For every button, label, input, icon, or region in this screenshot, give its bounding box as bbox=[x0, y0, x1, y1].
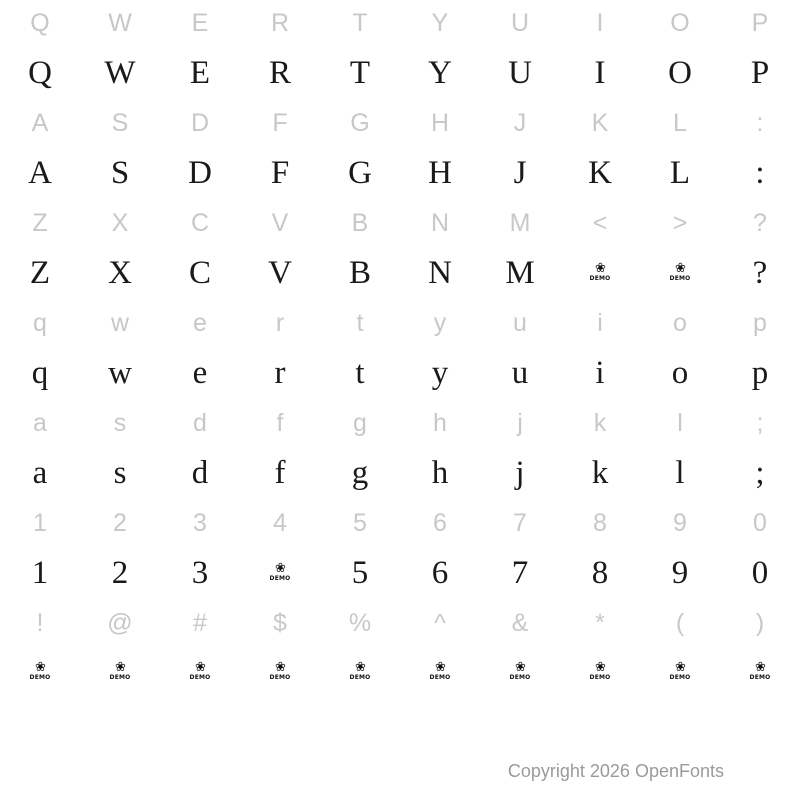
key-label: l bbox=[677, 409, 683, 437]
glyph-sample: S bbox=[110, 155, 130, 191]
demo-watermark-icon bbox=[110, 642, 131, 700]
glyph-cell bbox=[480, 400, 560, 500]
demo-label: DEMO bbox=[749, 673, 771, 681]
glyph-cell bbox=[80, 100, 160, 200]
key-label: A bbox=[31, 109, 49, 137]
glyph-sample: 1 bbox=[31, 555, 49, 591]
glyph-cell bbox=[320, 500, 400, 600]
demo-ornament-icon: ❀ bbox=[755, 659, 765, 675]
glyph-cell bbox=[320, 0, 400, 100]
key-label: e bbox=[193, 309, 207, 337]
key-label: C bbox=[190, 209, 210, 237]
glyph-cell bbox=[480, 600, 560, 700]
glyph-sample: M bbox=[505, 255, 535, 291]
key-label: : bbox=[756, 109, 764, 137]
glyph-cell bbox=[80, 500, 160, 600]
glyph-sample: 6 bbox=[431, 555, 449, 591]
glyph-sample: k bbox=[591, 455, 609, 491]
key-label: R bbox=[270, 9, 290, 37]
glyph-cell bbox=[160, 400, 240, 500]
key-label: O bbox=[670, 9, 690, 37]
glyph-sample: N bbox=[428, 255, 452, 291]
key-label: ( bbox=[675, 609, 685, 637]
key-label: 3 bbox=[193, 509, 207, 537]
demo-ornament-icon: ❀ bbox=[435, 659, 445, 675]
glyph-sample: C bbox=[188, 255, 211, 291]
glyph-cell bbox=[320, 600, 400, 700]
glyph-cell bbox=[640, 300, 720, 400]
glyph-cell bbox=[0, 600, 80, 700]
key-label: E bbox=[191, 9, 209, 37]
copyright-notice: Copyright 2026 OpenFonts bbox=[507, 761, 724, 781]
demo-label: DEMO bbox=[429, 673, 451, 681]
glyph-cell bbox=[400, 0, 480, 100]
key-label: j bbox=[517, 409, 523, 437]
key-label: ) bbox=[755, 609, 765, 637]
demo-ornament-icon: ❀ bbox=[275, 560, 285, 576]
glyph-sample: K bbox=[588, 155, 612, 191]
glyph-sample: p bbox=[751, 355, 769, 391]
key-label: o bbox=[673, 309, 687, 337]
glyph-cell bbox=[640, 100, 720, 200]
demo-watermark-icon bbox=[190, 642, 211, 700]
demo-label: DEMO bbox=[269, 673, 291, 681]
glyph-cell bbox=[400, 600, 480, 700]
glyph-sample: Z bbox=[29, 255, 51, 291]
key-label: 6 bbox=[433, 509, 447, 537]
glyph-sample: q bbox=[31, 355, 49, 391]
glyph-cell bbox=[720, 500, 800, 600]
glyph-sample: D bbox=[188, 155, 212, 191]
glyph-sample: g bbox=[351, 455, 369, 491]
glyph-cell bbox=[400, 400, 480, 500]
demo-ornament-icon: ❀ bbox=[115, 659, 125, 675]
demo-ornament-icon: ❀ bbox=[595, 659, 605, 675]
key-label: 0 bbox=[753, 509, 767, 537]
glyph-sample: y bbox=[431, 355, 449, 391]
demo-label: DEMO bbox=[509, 673, 531, 681]
key-label: p bbox=[753, 309, 767, 337]
demo-watermark-icon bbox=[270, 642, 291, 700]
glyph-cell bbox=[720, 600, 800, 700]
glyph-cell bbox=[160, 500, 240, 600]
demo-watermark-icon bbox=[430, 642, 451, 700]
key-label: * bbox=[595, 609, 605, 637]
glyph-sample: G bbox=[348, 155, 372, 191]
demo-watermark-icon bbox=[590, 244, 611, 300]
glyph-sample: E bbox=[189, 55, 211, 91]
demo-label: DEMO bbox=[669, 274, 691, 282]
glyph-sample: e bbox=[192, 355, 208, 391]
glyph-cell bbox=[160, 200, 240, 300]
key-label: 8 bbox=[593, 509, 607, 537]
glyph-cell bbox=[320, 200, 400, 300]
key-label: P bbox=[751, 9, 769, 37]
glyph-sample: i bbox=[595, 355, 605, 391]
glyph-cell bbox=[400, 300, 480, 400]
key-label: 4 bbox=[273, 509, 287, 537]
key-label: f bbox=[276, 409, 284, 437]
glyph-sample: : bbox=[755, 155, 765, 191]
glyph-sample: W bbox=[104, 55, 136, 91]
glyph-sample: h bbox=[431, 455, 449, 491]
glyph-sample: P bbox=[750, 55, 770, 91]
key-label: W bbox=[108, 9, 132, 37]
glyph-sample: 0 bbox=[751, 555, 769, 591]
key-label: w bbox=[110, 309, 130, 337]
key-label: 9 bbox=[673, 509, 687, 537]
key-label: G bbox=[350, 109, 370, 137]
demo-watermark-icon bbox=[670, 642, 691, 700]
glyph-cell bbox=[560, 400, 640, 500]
glyph-sample: Q bbox=[28, 55, 52, 91]
key-label: 7 bbox=[513, 509, 527, 537]
glyph-sample: X bbox=[108, 255, 132, 291]
key-label: i bbox=[597, 309, 603, 337]
glyph-sample: U bbox=[508, 55, 532, 91]
glyph-cell bbox=[560, 300, 640, 400]
glyph-sample: t bbox=[355, 355, 365, 391]
key-label: $ bbox=[273, 609, 287, 637]
key-label: M bbox=[509, 209, 531, 237]
demo-watermark-icon bbox=[750, 642, 771, 700]
key-label: a bbox=[33, 409, 47, 437]
key-label: J bbox=[513, 109, 527, 137]
glyph-sample: j bbox=[515, 455, 525, 491]
glyph-sample: 5 bbox=[351, 555, 369, 591]
glyph-cell bbox=[240, 0, 320, 100]
glyph-cell bbox=[560, 0, 640, 100]
key-label: 5 bbox=[353, 509, 367, 537]
key-label: V bbox=[271, 209, 289, 237]
key-label: > bbox=[672, 209, 688, 237]
key-label: X bbox=[111, 209, 129, 237]
demo-watermark-icon bbox=[510, 642, 531, 700]
glyph-sample: 9 bbox=[671, 555, 689, 591]
glyph-cell bbox=[560, 600, 640, 700]
demo-label: DEMO bbox=[189, 673, 211, 681]
glyph-cell bbox=[720, 300, 800, 400]
glyph-cell bbox=[240, 100, 320, 200]
key-label: t bbox=[356, 309, 364, 337]
key-label: D bbox=[190, 109, 210, 137]
glyph-cell bbox=[720, 0, 800, 100]
demo-ornament-icon: ❀ bbox=[515, 659, 525, 675]
glyph-sample: d bbox=[191, 455, 209, 491]
glyph-sample: l bbox=[675, 455, 685, 491]
key-label: K bbox=[591, 109, 609, 137]
glyph-cell bbox=[400, 200, 480, 300]
key-label: F bbox=[272, 109, 288, 137]
glyph-cell bbox=[320, 300, 400, 400]
glyph-sample: f bbox=[274, 455, 286, 491]
key-label: k bbox=[593, 409, 607, 437]
key-label: & bbox=[511, 609, 529, 637]
key-label: L bbox=[673, 109, 687, 137]
glyph-cell bbox=[240, 400, 320, 500]
glyph-sample: J bbox=[513, 155, 527, 191]
glyph-cell bbox=[640, 500, 720, 600]
glyph-cell bbox=[0, 400, 80, 500]
key-label: r bbox=[275, 309, 285, 337]
key-label: @ bbox=[107, 609, 133, 637]
key-label: % bbox=[348, 609, 372, 637]
key-label: q bbox=[33, 309, 47, 337]
glyph-cell bbox=[480, 0, 560, 100]
glyph-cell bbox=[320, 400, 400, 500]
glyph-sample: A bbox=[28, 155, 52, 191]
glyph-cell bbox=[160, 300, 240, 400]
glyph-cell bbox=[480, 500, 560, 600]
demo-watermark-icon bbox=[670, 244, 691, 300]
glyph-cell bbox=[240, 500, 320, 600]
key-label: ? bbox=[753, 209, 767, 237]
glyph-sample: u bbox=[511, 355, 529, 391]
key-label: h bbox=[433, 409, 447, 437]
glyph-sample: w bbox=[108, 355, 132, 391]
glyph-sample: Y bbox=[428, 55, 452, 91]
demo-label: DEMO bbox=[349, 673, 371, 681]
glyph-cell bbox=[80, 200, 160, 300]
glyph-cell bbox=[480, 300, 560, 400]
glyph-cell bbox=[640, 0, 720, 100]
glyph-cell bbox=[80, 0, 160, 100]
glyph-cell bbox=[80, 400, 160, 500]
glyph-sample: I bbox=[594, 55, 606, 91]
key-label: g bbox=[353, 409, 367, 437]
glyph-sample: T bbox=[349, 55, 371, 91]
demo-watermark-icon bbox=[590, 642, 611, 700]
key-label: u bbox=[513, 309, 527, 337]
key-label: 1 bbox=[33, 509, 47, 537]
demo-label: DEMO bbox=[269, 574, 291, 582]
key-label: s bbox=[113, 409, 127, 437]
key-label: < bbox=[592, 209, 608, 237]
demo-ornament-icon: ❀ bbox=[675, 659, 685, 675]
glyph-sample: O bbox=[668, 55, 692, 91]
glyph-sample: 7 bbox=[511, 555, 529, 591]
glyph-sample: a bbox=[32, 455, 48, 491]
glyph-sample: R bbox=[268, 55, 291, 91]
key-label: ; bbox=[756, 409, 764, 437]
glyph-sample: F bbox=[270, 155, 290, 191]
demo-ornament-icon: ❀ bbox=[675, 260, 685, 276]
glyph-cell bbox=[0, 0, 80, 100]
glyph-cell bbox=[400, 500, 480, 600]
glyph-cell bbox=[560, 500, 640, 600]
key-label: d bbox=[193, 409, 207, 437]
glyph-cell bbox=[0, 300, 80, 400]
glyph-sample: B bbox=[348, 255, 371, 291]
demo-label: DEMO bbox=[589, 274, 611, 282]
key-label: U bbox=[510, 9, 530, 37]
glyph-sample: L bbox=[669, 155, 691, 191]
glyph-cell bbox=[640, 400, 720, 500]
key-label: Q bbox=[30, 9, 50, 37]
glyph-cell bbox=[240, 200, 320, 300]
glyph-sample: 2 bbox=[111, 555, 129, 591]
key-label: B bbox=[351, 209, 369, 237]
key-label: I bbox=[596, 9, 604, 37]
glyph-cell bbox=[160, 0, 240, 100]
demo-watermark-icon bbox=[350, 642, 371, 700]
glyph-cell bbox=[640, 600, 720, 700]
glyph-sample: ; bbox=[755, 455, 765, 491]
glyph-sample: V bbox=[268, 255, 292, 291]
glyph-sample: r bbox=[274, 355, 286, 391]
glyph-cell bbox=[720, 400, 800, 500]
glyph-sample: ? bbox=[752, 255, 768, 291]
demo-ornament-icon: ❀ bbox=[275, 659, 285, 675]
key-label: T bbox=[352, 9, 368, 37]
key-label: 2 bbox=[113, 509, 127, 537]
demo-ornament-icon: ❀ bbox=[355, 659, 365, 675]
glyph-cell bbox=[240, 600, 320, 700]
key-label: ^ bbox=[434, 609, 446, 637]
glyph-cell bbox=[240, 300, 320, 400]
glyph-cell bbox=[320, 100, 400, 200]
glyph-cell bbox=[0, 100, 80, 200]
glyph-cell bbox=[480, 200, 560, 300]
glyph-cell bbox=[560, 100, 640, 200]
glyph-cell bbox=[0, 500, 80, 600]
glyph-cell bbox=[0, 200, 80, 300]
glyph-cell bbox=[720, 100, 800, 200]
key-label: Z bbox=[32, 209, 48, 237]
key-label: H bbox=[430, 109, 450, 137]
glyph-cell bbox=[80, 300, 160, 400]
demo-watermark-icon bbox=[270, 544, 291, 600]
key-label: S bbox=[111, 109, 129, 137]
glyph-sample: 8 bbox=[591, 555, 609, 591]
glyph-cell bbox=[160, 600, 240, 700]
demo-ornament-icon: ❀ bbox=[35, 659, 45, 675]
glyph-cell bbox=[720, 200, 800, 300]
glyph-cell bbox=[480, 100, 560, 200]
glyph-cell bbox=[640, 200, 720, 300]
glyph-cell bbox=[560, 200, 640, 300]
demo-label: DEMO bbox=[29, 673, 51, 681]
demo-ornament-icon: ❀ bbox=[595, 260, 605, 276]
demo-label: DEMO bbox=[669, 673, 691, 681]
glyph-cell bbox=[80, 600, 160, 700]
demo-label: DEMO bbox=[109, 673, 131, 681]
key-label: Y bbox=[431, 9, 449, 37]
key-label: # bbox=[193, 609, 207, 637]
glyph-sample: s bbox=[113, 455, 127, 491]
key-label: N bbox=[430, 209, 450, 237]
glyph-sample: H bbox=[428, 155, 452, 191]
glyph-sample: 3 bbox=[191, 555, 209, 591]
glyph-cell bbox=[400, 100, 480, 200]
demo-ornament-icon: ❀ bbox=[195, 659, 205, 675]
glyph-sample: o bbox=[671, 355, 689, 391]
key-label: y bbox=[433, 309, 447, 337]
key-label: ! bbox=[36, 609, 44, 637]
demo-label: DEMO bbox=[589, 673, 611, 681]
glyph-cell bbox=[160, 100, 240, 200]
demo-watermark-icon bbox=[30, 642, 51, 700]
